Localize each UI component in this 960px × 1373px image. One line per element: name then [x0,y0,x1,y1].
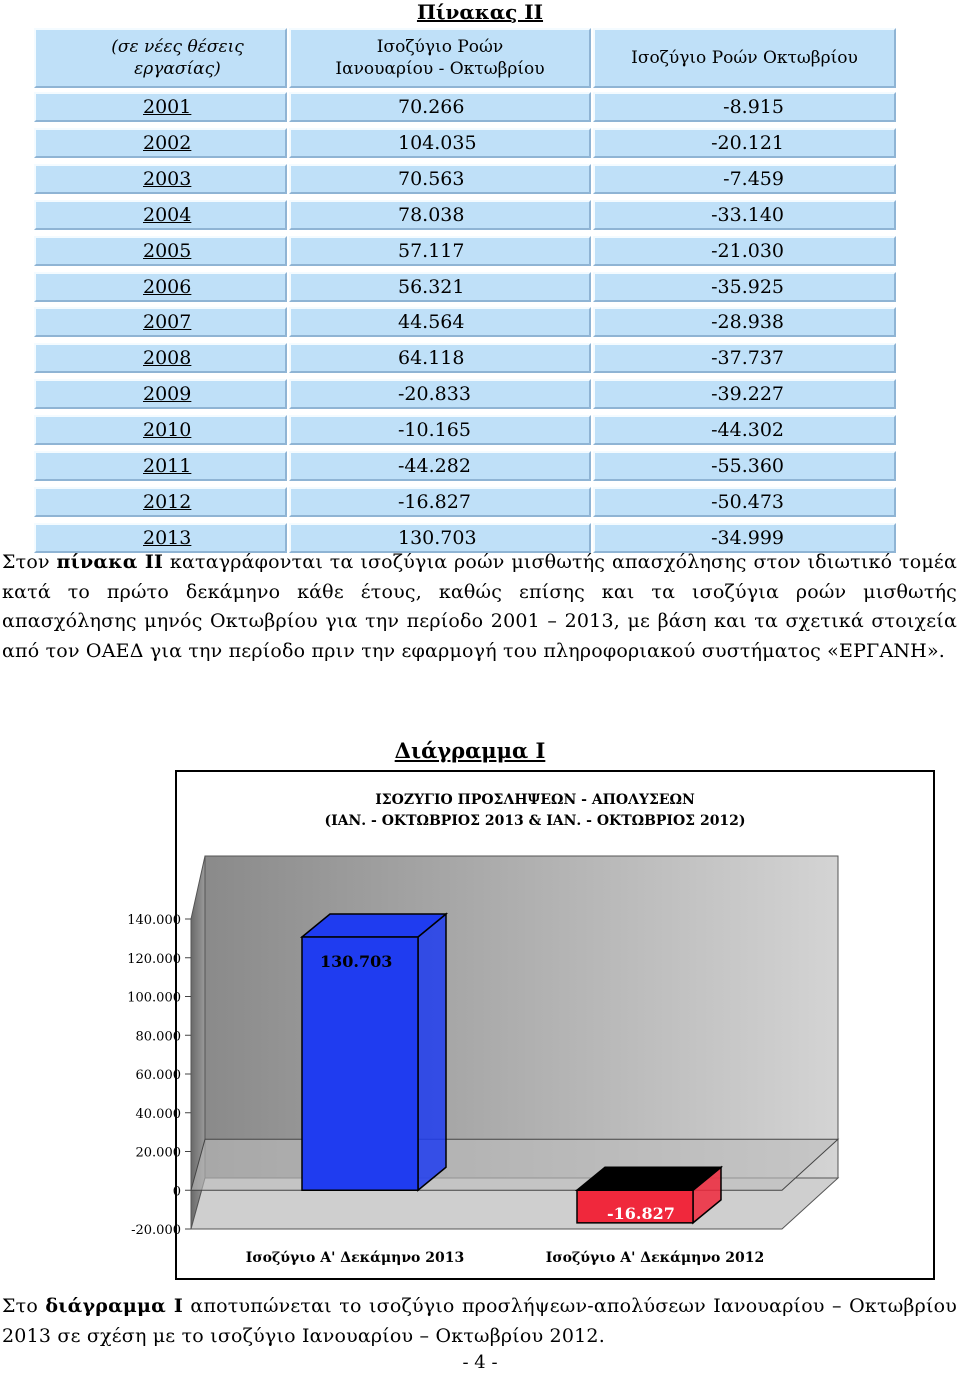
year-cell: 2003 [34,164,287,194]
table-row [34,164,896,194]
table-row [34,415,896,445]
jan-oct-cell: 57.117 [289,236,591,266]
y-tick-label: 40.000 [135,1106,181,1122]
october-cell: -44.302 [593,415,896,445]
october-cell: -50.473 [593,487,896,517]
chart-svg [127,772,933,1278]
y-tick-label: 140.000 [127,913,181,928]
table-title: Πίνακας ΙΙ [416,0,544,24]
header-note-text: (σε νέες θέσεις εργασίας) [111,37,244,80]
diagram-title: Διάγραμμα Ι [394,738,546,763]
paragraph-1-bold: πίνακα ΙΙ [56,551,164,573]
october-cell: -55.360 [593,451,896,481]
paragraph-2-after: αποτυπώνεται το ισοζύγιο προσλήψεων-απολύσεων Ιανουαρίου – Οκτωβρίου 2013 σε σχέση με το ισοζύγιο Ιανουαρίου – Οκτωβρίου 2012. [2,1295,957,1347]
jan-oct-cell: 70.563 [289,164,591,194]
chart-title-line2: (ΙΑΝ. - ΟΚΤΩΒΡΙΟΣ 2013 & ΙΑΝ. - ΟΚΤΩΒΡΙΟΣ 2012) [324,813,746,829]
table-row [34,236,896,266]
year-cell: 2001 [34,92,287,122]
paragraph-1-before: Στον [2,551,57,573]
y-tick-label: 60.000 [135,1068,181,1083]
table-row [34,200,896,230]
y-tick-label: 120.000 [127,951,181,967]
y-tick-label: -20.000 [131,1223,181,1238]
bar-side [418,914,446,1190]
jan-oct-cell: 44.564 [289,307,591,337]
jan-oct-cell: 64.118 [289,343,591,373]
year-cell: 2012 [34,487,287,517]
chart-title-line1: ΙΣΟΖΥΓΙΟ ΠΡΟΣΛΗΨΕΩΝ - ΑΠΟΛΥΣΕΩΝ [375,792,695,808]
table-row [34,451,896,481]
jan-oct-cell: 56.321 [289,272,591,302]
y-tick-label: 20.000 [135,1145,181,1161]
jan-oct-cell: -16.827 [289,487,591,517]
header-col1-line2: Ιανουαρίου - Οκτωβρίου [335,59,545,79]
jan-oct-cell: -44.282 [289,451,591,481]
year-cell: 2010 [34,415,287,445]
jan-oct-cell: -20.833 [289,379,591,409]
table-row [34,307,896,337]
year-cell: 2002 [34,128,287,158]
year-cell: 2006 [34,272,287,302]
year-cell: 2009 [34,379,287,409]
y-tick-label: 0 [172,1184,181,1200]
year-cell: 2011 [34,451,287,481]
paragraph-2-bold: διάγραμμα Ι [45,1295,184,1317]
october-cell: -7.459 [593,164,896,194]
header-col1 [289,28,591,88]
year-cell: 2008 [34,343,287,373]
y-tick-label: 80.000 [135,1029,181,1045]
jan-oct-cell: -10.165 [289,415,591,445]
chart-back-wall [205,856,838,1178]
jan-oct-cell: 104.035 [289,128,591,158]
table-row [34,379,896,409]
october-cell: -33.140 [593,200,896,230]
year-cell: 2013 [34,523,287,553]
paragraph-1-after: καταγράφονται τα ισοζύγια ροών μισθωτής απασχόλησης στον ιδιωτικό τομέα κατά το πρώτο δεκάμηνο κάθε έτους, καθώς επίσης και τα ισοζύγια ροών μισθωτής απασχόλησης μηνός Οκτωβρίου για την περίοδο 2001 – 2013, με βάση και τα σχετικά στοιχεία από τον ΟΑΕΔ για την περίοδο πριν την εφαρμογή του πληροφοριακού συστήματος «ΕΡΓΑΝΗ». [2,551,957,662]
header-col1-line1: Ισοζύγιο Ροών [376,36,504,57]
october-cell: -35.925 [593,272,896,302]
jan-oct-cell: 70.266 [289,92,591,122]
jan-oct-cell: 78.038 [289,200,591,230]
year-cell: 2007 [34,307,287,337]
page-number: - 4 - [462,1352,498,1373]
paragraph-1 [2,548,957,666]
table-row [34,487,896,517]
table-row [34,92,896,122]
table-row [34,343,896,373]
october-cell: -20.121 [593,128,896,158]
paragraph-2-before: Στο [2,1295,46,1317]
october-cell: -8.915 [593,92,896,122]
header-col2-text: Ισοζύγιο Ροών Οκτωβρίου [631,47,858,68]
year-cell: 2004 [34,200,287,230]
october-cell: -37.737 [593,343,896,373]
chart-frame [127,770,935,1280]
table-row [34,128,896,158]
bar [302,937,418,1190]
y-tick-label: 100.000 [127,990,181,1006]
october-cell: -39.227 [593,379,896,409]
data-label: -16.827 [607,1203,675,1223]
zero-plane [191,1139,838,1190]
data-label: 130.703 [320,952,393,972]
year-cell: 2005 [34,236,287,266]
table-row [34,272,896,302]
x-tick-label: Ισοζύγιο Α' Δεκάμηνο 2013 [245,1250,465,1266]
october-cell: -34.999 [593,523,896,553]
x-tick-label: Ισοζύγιο Α' Δεκάμηνο 2012 [545,1250,765,1266]
october-cell: -28.938 [593,307,896,337]
header-col2 [593,28,896,88]
paragraph-2 [2,1292,957,1351]
data-table [28,24,902,558]
october-cell: -21.030 [593,236,896,266]
header-note [34,28,287,88]
jan-oct-cell: 130.703 [289,523,591,553]
